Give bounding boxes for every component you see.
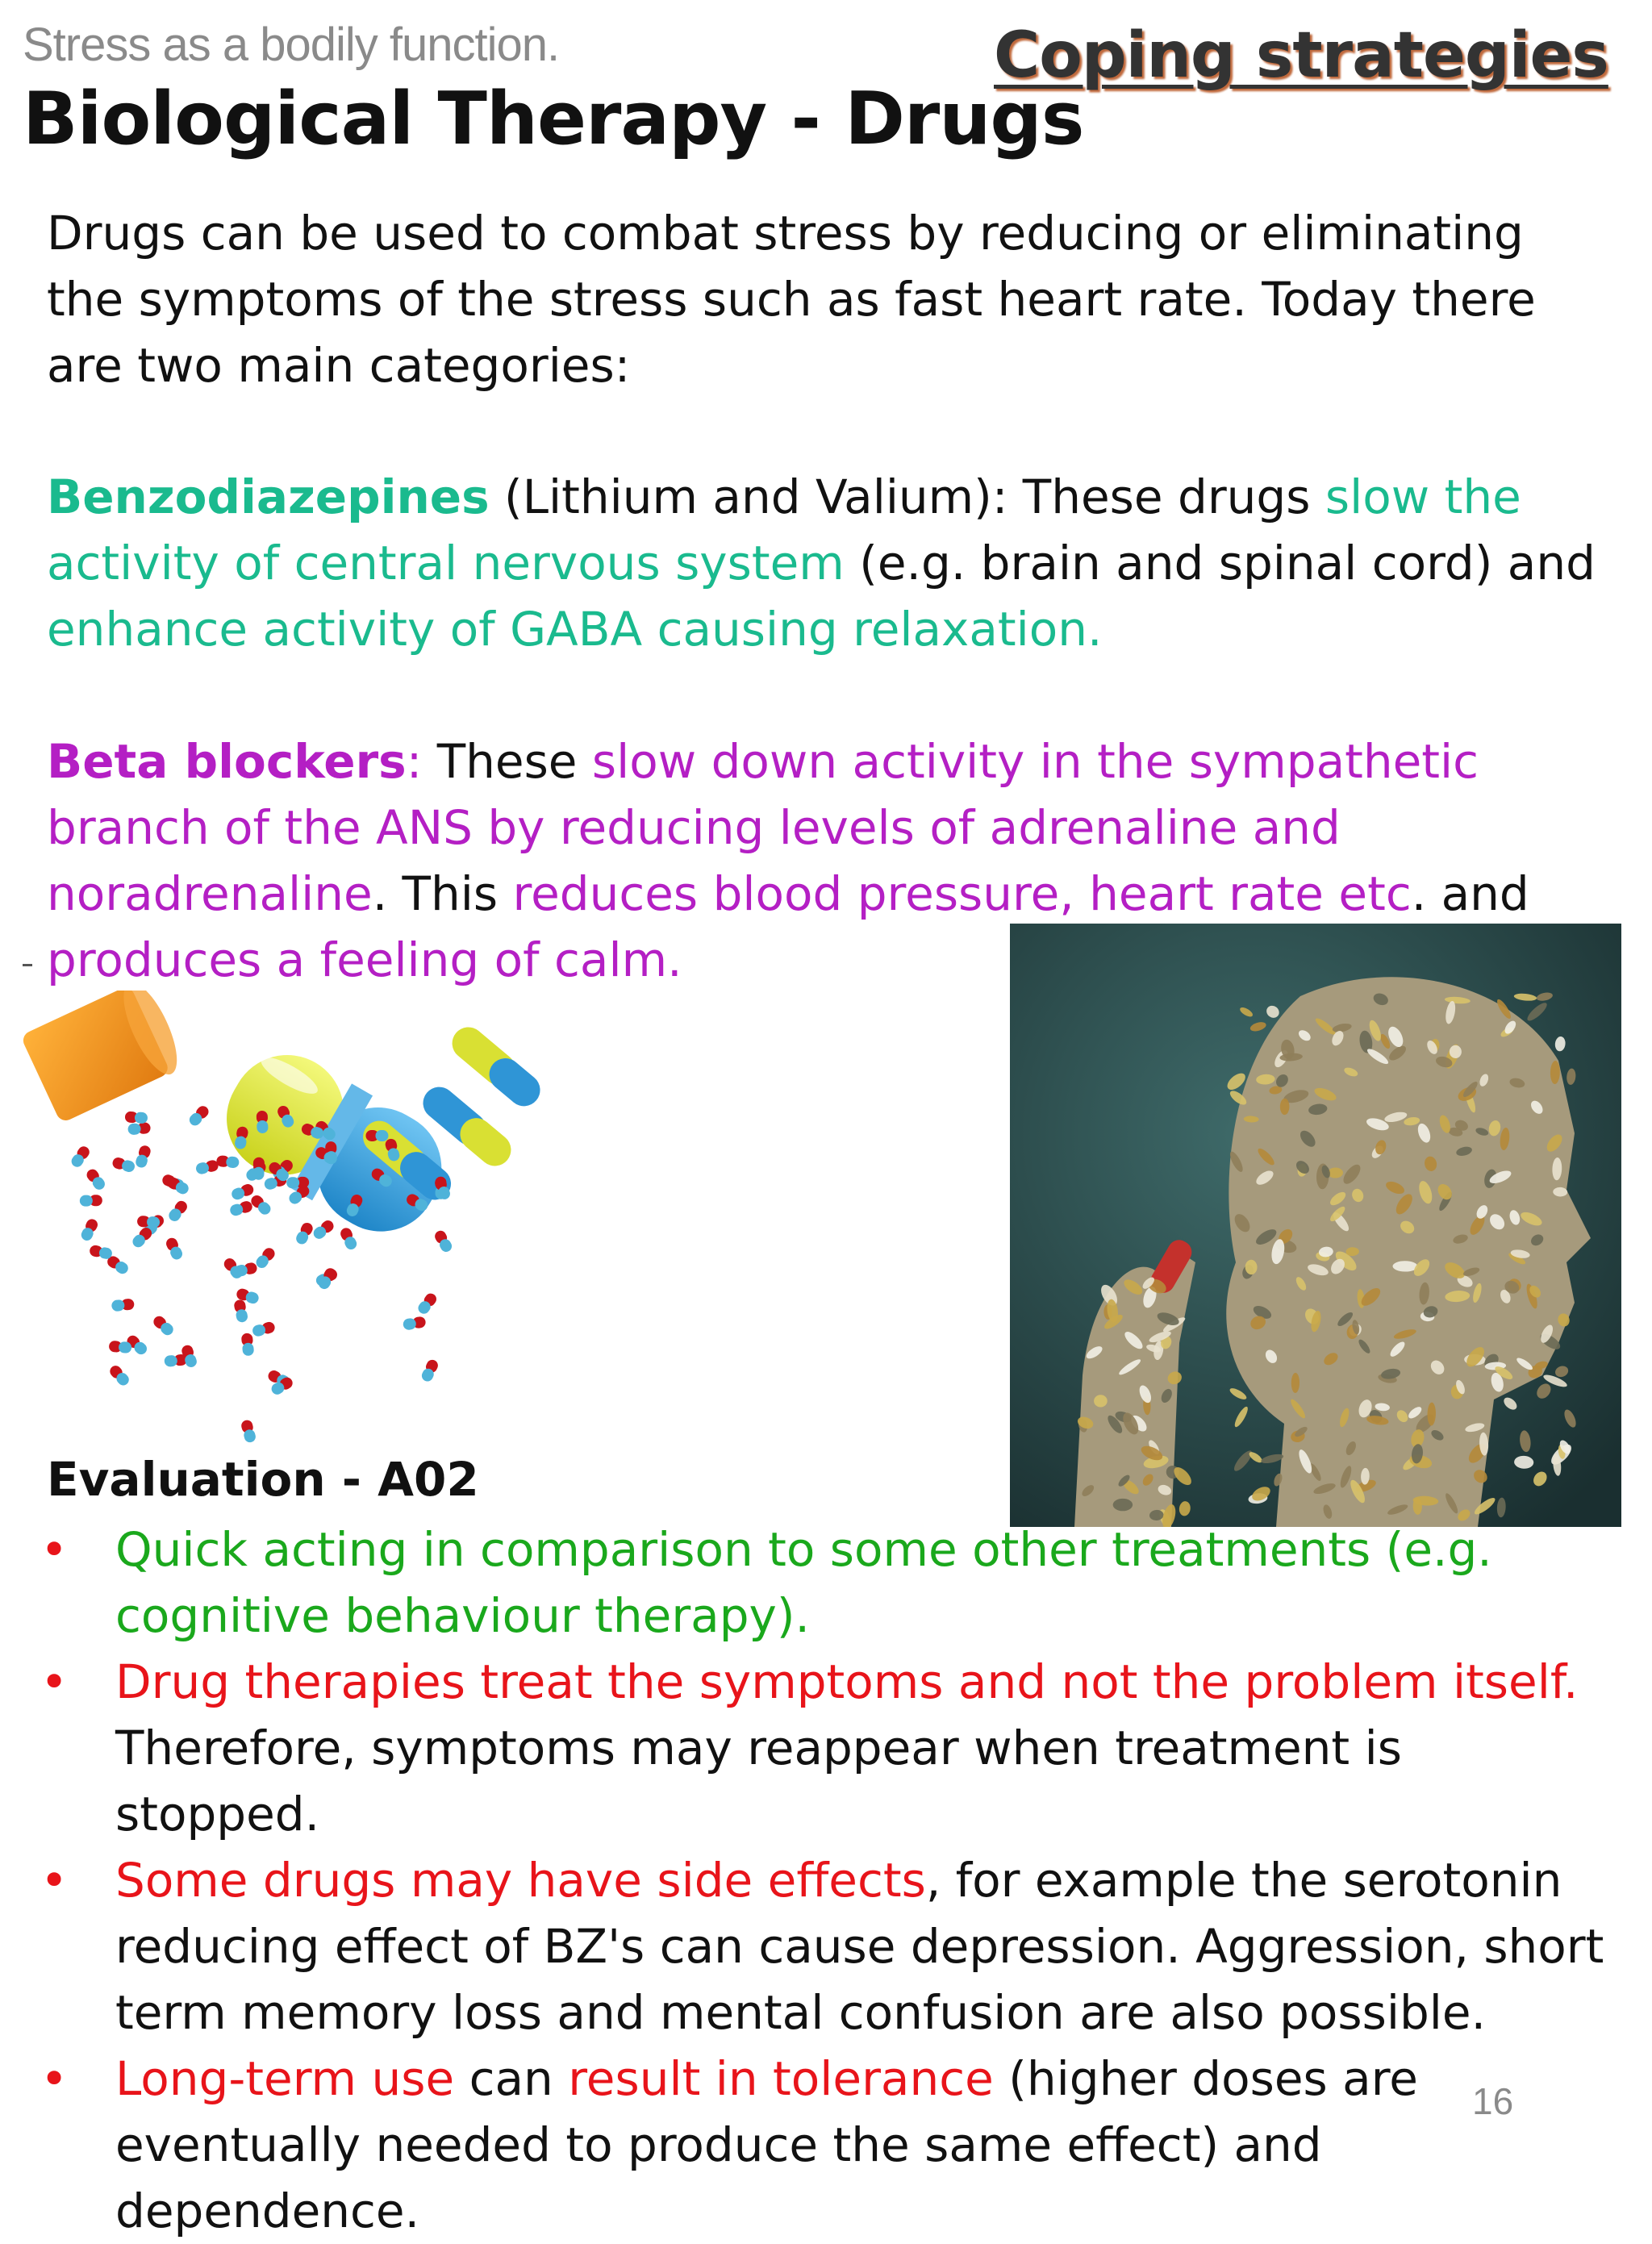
evaluation-item (40, 1649, 1613, 1847)
beta-highlight-1: slow down activity in the sympathetic branch of the ANS by reducing levels of adrenaline and noradrenaline (47, 734, 1479, 921)
eval-2-rest: Therefore, symptoms may reappear when treatment is stopped. (115, 1721, 1402, 1841)
slide-title: Biological Therapy - Drugs (23, 77, 1084, 161)
benzo-text-1: (Lithium and Valium): These drugs (489, 469, 1325, 524)
eval-4-mid: can (454, 2051, 569, 2106)
evaluation-heading: Evaluation - A02 (47, 1452, 479, 1507)
evaluation-list (40, 1516, 1613, 2244)
slide-mark (23, 964, 32, 966)
benzo-text-2: (e.g. brain and spinal cord) and (844, 536, 1596, 590)
beta-text-3: . and (1411, 866, 1529, 921)
eval-4-red-2: result in tolerance (568, 2051, 994, 2106)
eval-2-red: Drug therapies treat the symptoms and not the problem itself. (115, 1654, 1579, 1709)
beta-colon: : (406, 734, 423, 789)
benzo-highlight-2: enhance activity of GABA causing relaxation. (47, 602, 1103, 657)
eval-3-red: Some drugs may have side effects (115, 1853, 926, 1908)
beta-highlight-2: reduces blood pressure, heart rate etc (512, 866, 1412, 921)
pills-image (23, 991, 551, 1491)
beta-highlight-3: produces a feeling of calm. (47, 932, 682, 987)
eval-4-red-1: Long-term use (115, 2051, 455, 2106)
slide-subtitle: Stress as a bodily function. (23, 19, 560, 71)
page-number: 16 (1472, 2080, 1514, 2122)
benzo-highlight-1: slow the activity of central nervous system (47, 469, 1521, 590)
bullet: • (40, 2051, 69, 2106)
eval-3-rest: , for example the serotonin reducing effect of BZ's can cause depression. Aggression, short term memory loss and mental confusion are also possible. (115, 1853, 1604, 2040)
evaluation-item (40, 1516, 1613, 1649)
beta-text-1: These (422, 734, 592, 789)
beta-text-2: . This (372, 866, 513, 921)
pill-head-image (1010, 924, 1621, 1527)
benzodiazepines-paragraph (47, 464, 1612, 662)
bullet: • (40, 1654, 69, 1709)
eval-1-green: Quick acting in comparison to some other treatments (e.g. cognitive behaviour therapy). (115, 1522, 1492, 1643)
bullet: • (40, 1522, 69, 1577)
benzodiazepines-term: Benzodiazepines (47, 469, 490, 524)
beta-blockers-term: Beta blockers (47, 734, 407, 789)
intro-paragraph: Drugs can be used to combat stress by reducing or eliminating the symptoms of the stress such as fast heart rate. Today there are two main categories: (47, 206, 1536, 393)
eval-4-rest: (higher doses are eventually needed to produce the same effect) and dependence. (115, 2051, 1418, 2238)
evaluation-item (40, 1847, 1613, 2046)
bullet: • (40, 1853, 69, 1908)
evaluation-item (40, 2046, 1613, 2244)
section-heading: Coping strategies (994, 19, 1608, 92)
